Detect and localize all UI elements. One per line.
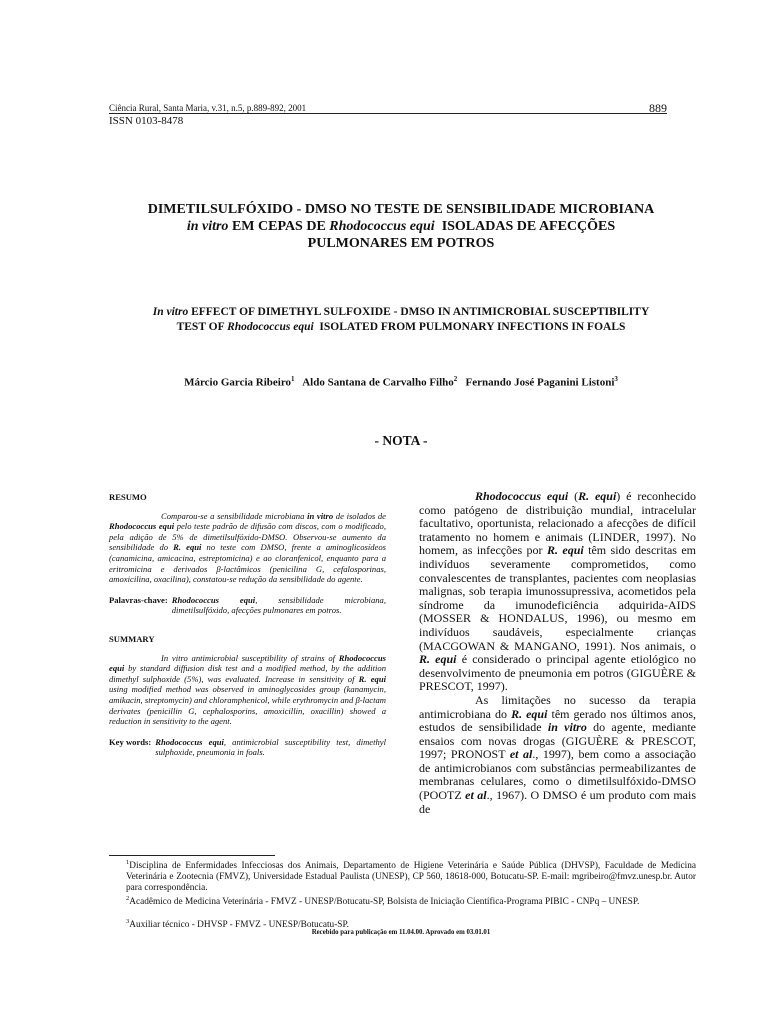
body-paragraph-1 <box>419 490 696 694</box>
issn: ISSN 0103-8478 <box>109 115 184 127</box>
key-words-label: Key words: <box>109 736 152 747</box>
body-column <box>419 490 696 816</box>
title-en-text: TEST OF <box>176 321 228 333</box>
body-text: As limitações no sucesso da terapia antimicrobiana do <box>419 692 696 721</box>
body-text: ( <box>568 489 579 503</box>
palavras-chave-label: Palavras-chave: <box>109 594 168 605</box>
body-species: R. equi <box>578 489 617 503</box>
body-species: Rhodococcus equi <box>475 489 569 503</box>
footnote-text: Auxiliar técnico - DHVSP - FMVZ - UNESP/Botucatu-SP. <box>129 920 349 931</box>
resumo-text <box>109 511 386 585</box>
body-text: ) é reconhecido como patógeno de distribuição mundial, intracelular facultativo, oportunista, relacionado a afecções de difícil tratamento no homem e animais (LINDER, 1997). No homem, as infecções por <box>419 489 696 558</box>
title-pt-line3: PULMONARES EM POTROS <box>307 236 495 251</box>
body-text: têm sido descritas em indivíduos severamente comprometidos, como convalescentes de transplantes, pacientes com neoplasias malignas, sob terapia imunossupressiva, acometidos pela síndrome da imunodeficiência adquirida-AIDS (MOSSER & HONDALUS, 1996), ou mesmo em indivíduos saudáveis, especialmente crianças (MACGOWAN & MANGANO, 1991). Nos animais, o <box>419 543 697 653</box>
title-pt-text: EM CEPAS DE <box>228 219 330 234</box>
body-paragraph-2 <box>419 694 696 816</box>
summary-heading: SUMMARY <box>109 633 155 644</box>
palavras-chave <box>109 595 386 616</box>
title-pt-line2 <box>109 218 693 235</box>
resumo-part: Comparou-se a sensibilidade microbiana <box>161 510 308 521</box>
body-italic: in vitro <box>547 720 587 735</box>
resumo-part: no teste com DMSO, frente a aminoglicosídeos (canamicina, amicacina, estreptomicina) e ao cloranfenicol, enquanto para a eritromicina e derivados β-lactâmicos (penicilina G, cefalosporinas, amoxicilina, oxacilina), constatou-se redução da sensibilidade do agente. <box>109 542 386 585</box>
title-en-line2 <box>109 320 693 335</box>
abstract-column <box>109 492 386 758</box>
body-species: R. equi <box>511 706 548 721</box>
journal-citation: Ciência Rural, Santa Maria, v.31, n.5, p.889-892, 2001 <box>109 103 307 113</box>
author-name: Aldo Santana de Carvalho Filho <box>302 376 454 389</box>
summary-part: using modified method was observed in aminoglycosides group (kanamycin, amikacin, streptomycin) and chloramphenicol, while erythromycin and β-lactam derivates (penicillin G, cephalosporins, amoxicillin, oxacillin) showed a reduction in sensitivity to the agent. <box>109 684 386 727</box>
footnote-text: Acadêmico de Medicina Veterinária - FMVZ - UNESP/Botucatu-SP, Bolsista de Iniciação Científica-Programa PIBIC - CNPq – UNESP. <box>129 897 640 908</box>
title-portuguese <box>109 201 693 252</box>
title-en-line1 <box>109 305 693 320</box>
footnote-rule <box>109 855 275 856</box>
title-en-species: Rhodococcus equi <box>227 321 314 333</box>
title-en-text: EFFECT OF DIMETHYL SULFOXIDE - DMSO IN ANTIMICROBIAL SUSCEPTIBILITY <box>188 306 650 318</box>
key-words-value <box>151 737 386 758</box>
title-en-text: ISOLATED FROM PULMONARY INFECTIONS IN FOALS <box>313 321 626 333</box>
key-words-species: Rhodococcus equi <box>155 736 224 747</box>
footnote-mark: 1 <box>126 859 130 866</box>
resumo-part: de isolados de <box>333 510 386 521</box>
author-affiliation-mark: 3 <box>614 375 618 383</box>
body-text: do agente, mediante ensaios com novas drogas (GIGUÈRE & PRESCOT, 1997; PRONOST <box>419 720 696 762</box>
summary-part: In vitro antimicrobial susceptibility of strains of <box>161 652 339 663</box>
key-words-rest: , antimicrobial susceptibility test, dimethyl sulphoxide, pneumonia in foals. <box>155 736 386 758</box>
summary-part: Rhodococcus equi <box>109 652 386 674</box>
title-english <box>109 305 693 335</box>
body-species: R. equi <box>546 543 584 558</box>
footnote-1 <box>126 857 696 894</box>
resumo-part: pelo teste padrão de difusão com discos, com o modificado, pela adição de 5% de dimetilsulfóxido-DMSO. Observou-se aumento da sensibilidade do <box>109 521 386 553</box>
body-text: ., 1997), bem como a associação de antimicrobianos com substâncias permeabilizantes de membranas celulares, como o dimetilsulfóxido-DMSO (POOTZ <box>419 747 696 803</box>
body-italic: et al <box>465 788 487 803</box>
body-text: é considerado o principal agente etiológico no desenvolvimento de pneumonia em potros (GIGUÈRE & PRESCOT, 1997). <box>419 652 696 694</box>
body-species: R. equi <box>419 652 457 667</box>
summary-part: R. equi <box>358 673 387 684</box>
resumo-part: R. equi <box>173 542 202 553</box>
footnote-2 <box>126 893 696 908</box>
resumo-heading: RESUMO <box>109 492 147 502</box>
footnote-text: Disciplina de Enfermidades Infecciosas dos Animais, Departamento de Higiene Veterinária e Saúde Pública (DHVSP), Faculdade de Medicina Veterinária e Zootecnia (FMVZ), Universidade Estadual Paulista (UNESP), CP 560, 18618-000, Botucatu-SP. E-mail: mgribeiro@fmvz.unesp.br. Autor para correspondência. <box>126 861 696 894</box>
author-list <box>109 375 693 389</box>
section-type-label: - NOTA - <box>374 433 428 448</box>
body-text: ., 1967). O DMSO é um produto com mais de <box>419 788 696 816</box>
title-pt-line1: DIMETILSULFÓXIDO - DMSO NO TESTE DE SENSIBILIDADE MICROBIANA <box>147 202 655 217</box>
key-words <box>109 737 386 758</box>
body-italic: et al <box>509 747 533 762</box>
palavras-chave-rest: , sensibilidade microbiana, dimetilsulfóxido, afecções pulmonares em potros. <box>171 594 386 616</box>
body-text: têm gerado nos últimos anos, estudos de sensibilidade <box>419 706 696 735</box>
palavras-chave-value <box>168 595 386 616</box>
footnote-mark: 3 <box>126 918 130 925</box>
footnote-mark: 2 <box>126 895 130 902</box>
page-number: 889 <box>649 101 667 115</box>
summary-text <box>109 653 386 727</box>
title-pt-italic: in vitro <box>186 219 229 234</box>
summary-part: by standard diffusion disk test and a modified method, by the addition dimethyl sulphoxide (5%), was evaluated. Increase in sensitivity of <box>109 663 386 684</box>
author-affiliation-mark: 2 <box>453 375 458 383</box>
resumo-part: Rhodococcus equi <box>109 521 175 532</box>
resumo-part: in vitro <box>307 510 334 521</box>
author-affiliation-mark: 1 <box>291 375 295 383</box>
palavras-chave-species: Rhodococcus equi <box>171 594 256 605</box>
author-name: Fernando José Paganini Listoni <box>465 376 615 389</box>
title-pt-text: ISOLADAS DE AFECÇÕES <box>434 219 616 234</box>
received-dates: Recebido para publicação em 11.04.00. Aprovado em 03.01.01 <box>311 929 491 936</box>
title-pt-species: Rhodococcus equi <box>329 219 435 234</box>
title-en-italic: In vitro <box>152 306 189 318</box>
header-rule <box>109 113 667 114</box>
author-name: Márcio Garcia Ribeiro <box>184 376 292 389</box>
